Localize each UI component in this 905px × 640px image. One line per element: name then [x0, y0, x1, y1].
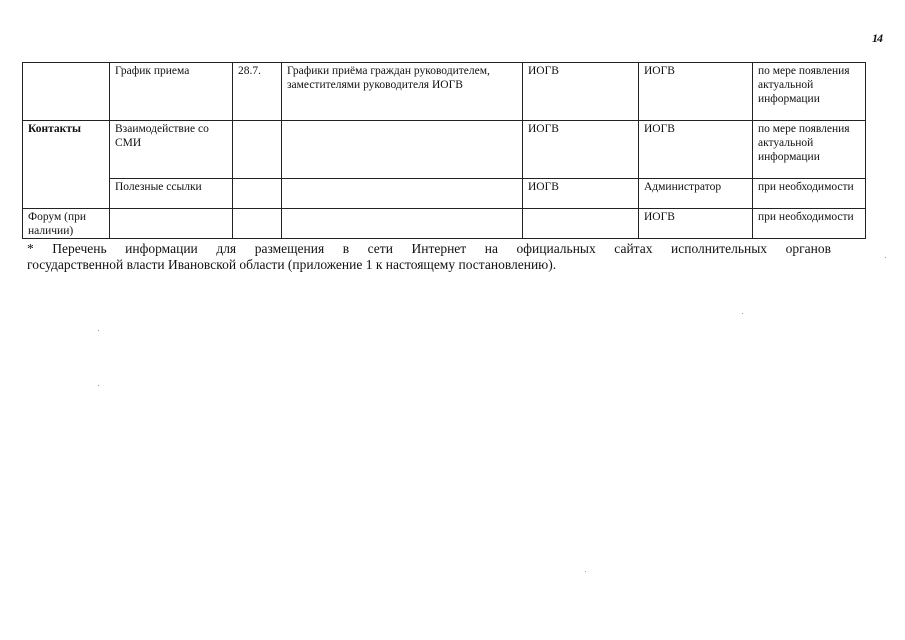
cell-placer: ИОГВ — [639, 209, 753, 239]
scan-speck — [98, 330, 99, 331]
cell-period: при необходимости — [753, 179, 866, 209]
cell-number — [233, 121, 282, 179]
cell-number — [233, 179, 282, 209]
cell-placer: Администратор — [639, 179, 753, 209]
cell-number — [233, 209, 282, 239]
scan-speck — [585, 571, 586, 572]
footnote-line: * Перечень информации для размещения в сети Интернет на официальных сайтах исполнительных органов — [27, 241, 831, 256]
cell-subsection: График приема — [110, 63, 233, 121]
cell-placer: ИОГВ — [639, 121, 753, 179]
scan-speck — [885, 257, 886, 258]
footnote-line: государственной власти Ивановской области (приложение 1 к настоящему постановлению). — [27, 257, 557, 272]
cell-responsible: ИОГВ — [523, 63, 639, 121]
information-table — [22, 62, 866, 239]
cell-responsible: ИОГВ — [523, 179, 639, 209]
cell-section: Форум (при наличии) — [23, 209, 110, 239]
cell-number: 28.7. — [233, 63, 282, 121]
scan-speck — [742, 313, 743, 314]
cell-period: по мере появления актуальной информации — [753, 63, 866, 121]
table-row — [23, 209, 866, 239]
cell-subsection: Полезные ссылки — [110, 179, 233, 209]
cell-content — [282, 209, 523, 239]
page-number: 14 — [872, 31, 882, 45]
cell-content — [282, 121, 523, 179]
cell-content: Графики приёма граждан руководителем, заместителями руководителя ИОГВ — [282, 63, 523, 121]
footnote — [27, 241, 831, 273]
cell-placer: ИОГВ — [639, 63, 753, 121]
cell-period: по мере появления актуальной информации — [753, 121, 866, 179]
cell-section — [23, 63, 110, 121]
table-row — [23, 121, 866, 179]
cell-section: Контакты — [23, 121, 110, 209]
cell-period: при необходимости — [753, 209, 866, 239]
cell-responsible — [523, 209, 639, 239]
cell-content — [282, 179, 523, 209]
table-row — [23, 63, 866, 121]
cell-subsection — [110, 209, 233, 239]
table-row — [23, 179, 866, 209]
cell-subsection: Взаимодействие со СМИ — [110, 121, 233, 179]
cell-responsible: ИОГВ — [523, 121, 639, 179]
scan-speck — [98, 385, 99, 386]
